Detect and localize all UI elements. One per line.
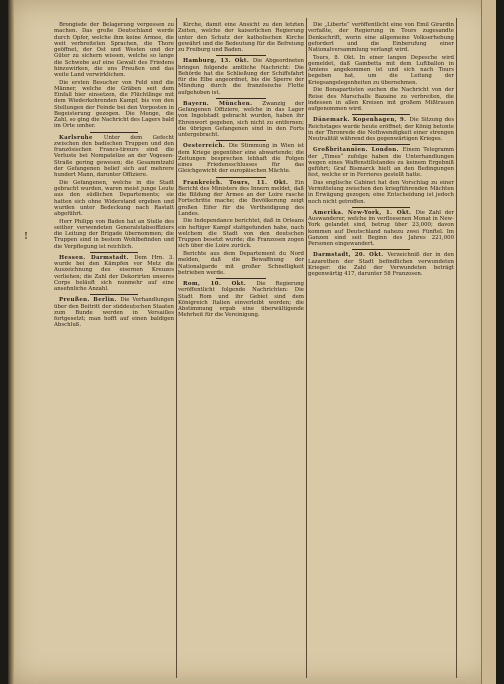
article-text: Zwanzig der Gefangenen Offiziere, welche in das Lager von Ingolstadt gebracht wurden, haben ihr Ehrenwort gegeben, sich nicht zu entfernen; die übrigen Gefangenen sind in den Forts untergebracht.: [178, 100, 304, 138]
article-dateline: Rom, 10. Okt.: [183, 281, 257, 288]
article-paragraph: [54, 219, 174, 250]
article-text: Ein Bericht des Ministers des Innern meldet, daß die Bildung der Armee an der Loire rasche Fortschritte mache; die Bevölkerung zeigt großen Eifer für die Vertheidigung des Landes.: [178, 179, 304, 217]
article-paragraph: [308, 22, 454, 53]
article-text: Unter dem Gefecht zwischen den badischen Truppen und den französischen Francs-tireurs sind die Verluste bei Nompatelize an der Vogesen-Straße gering gewesen; die Gesammtzahl der Gefangenen belief sich auf mehrere hundert Mann, darunter Offiziere.: [54, 134, 174, 179]
article-separator: [90, 252, 138, 253]
article-paragraph: [308, 180, 454, 205]
article-text: Die Verhandlungen über den Beitritt der süddeutschen Staaten zum Bunde werden in Versailles fortgesetzt; man hofft auf einen baldigen Abschluß.: [54, 297, 174, 329]
article-text: Einem Telegramm der „Times“ zufolge haben die Unterhandlungen wegen eines Waffenstillstandes zu keinem Ergebniß geführt; Graf Bismarck hielt an den Bedingungen fest, welche er in Ferrieres gestellt hatte.: [308, 147, 454, 179]
adjacent-page-edge: [481, 0, 496, 684]
article-separator: [90, 132, 138, 133]
article-text: Das englische Cabinet hat den Vorschlag zu einer Vermittelung zwischen den kriegführenden Mächten in Erwägung gezogen; eine Entscheidung ist jedoch noch nicht getroffen.: [308, 179, 454, 205]
newspaper-page: [8, 0, 496, 684]
article-separator: [216, 98, 266, 99]
article-paragraph: [178, 281, 304, 319]
article-paragraph: [178, 218, 304, 249]
article-text: Die ersten Besucher von Feld sind die Männer, welche die Gräben seit dem Einfall hier einsetzen, die Flüchtlinge mit dem Wiederkehrenden Kampf, bis von den Stellungen der Feinde bei den Vorposten in Begeisterung gezogen. Die Menge, die Zahl, so ging die Nachricht des Lagers bald im Orte umher.: [54, 79, 174, 130]
article-separator: [216, 278, 266, 279]
article-separator: [352, 207, 410, 208]
margin-pencil-mark: !: [24, 232, 28, 242]
column-1: [54, 22, 174, 678]
article-paragraph: [54, 22, 174, 78]
article-paragraph: [178, 58, 304, 96]
book-gutter: [8, 0, 14, 684]
article-separator: [216, 177, 266, 178]
column-rule: [176, 18, 177, 678]
article-paragraph: [178, 143, 304, 174]
article-dateline: Hamburg, 13. Okt.: [183, 58, 253, 65]
article-dateline: Hessen. Darmstadt.: [59, 254, 135, 261]
article-dateline: Darmstadt, 20. Okt.: [313, 252, 388, 259]
article-text: Berichte aus dem Departement du Nord melden, daß die Bewaffnung der Nationalgarde mit großer Schnelligkeit betrieben werde.: [178, 251, 304, 276]
article-text: Herr Philipp von Baden hat an Stelle des seither verwendeten Generalstabsoffiziers die Leitung der Brigade übernommen; die Truppen sind in bestem Wohlbefinden und die Verpflegung ist reichlich.: [54, 218, 174, 250]
column-rule: [306, 18, 307, 678]
article-paragraph: [308, 147, 454, 178]
article-dateline: Großbritannien. London.: [313, 147, 403, 154]
article-paragraph: [308, 55, 454, 86]
article-text: Die Stimmung in Wien ist dem Kriege gegenüber eine abwartende; die Zeitungen besprechen lebhaft die Folgen eines Friedensschlusses für das Gleichgewicht der europäischen Mächte.: [178, 143, 304, 175]
article-separator: [352, 144, 410, 145]
article-dateline: Oesterreich.: [183, 143, 229, 150]
article-paragraph: [178, 251, 304, 276]
column-2: [178, 22, 304, 678]
article-text: Die Bonapartisten suchen die Nachricht von der Reise des Marschalls Bazaine zu verbreiten, die indessen in allen Kreisen mit großem Mißtrauen aufgenommen wird.: [308, 87, 454, 113]
article-text: Die Independance berichtet, daß in Orleans ein heftiger Kampf stattgefunden habe, nach welchem die Stadt von den deutschen Truppen besetzt wurde; die Franzosen zogen sich über die Loire zurück.: [178, 218, 304, 250]
article-paragraph: [308, 117, 454, 142]
article-dateline: Karlsruhe: [59, 134, 104, 141]
article-paragraph: [178, 180, 304, 218]
article-paragraph: [308, 252, 454, 277]
article-text: Brongisde der Belagerung vergessen zu machen. Das große Deutschland werde durch Opfer, welche ihm keine Armee, die weit verbreiteten Sprachen, die Thore geöffnet, der Ost und Westen und der Güter zu sichern wissen, welche so lange die Schwebe auf eine Gewalt des Friedens hinzuwirken, die uns Preußen und das weite Land verwirklichen.: [54, 22, 174, 78]
article-text: Die „Liberte“ veröffentlicht eine von Emil Girardin verfaßte, der Regierung in Tours zugesandte Denkschrift, worin eine allgemeine Volkserhebung gefordert und die Einberufung einer Nationalversammlung verlangt wird.: [308, 22, 454, 53]
article-separator: [352, 114, 410, 115]
article-text: Die Regierung veröffentlicht folgende Nachrichten: Die Stadt Rom und ihr Gebiet sind dem Königreich Italien einverleibt worden; die Abstimmung ergab eine überwältigende Mehrheit für die Vereinigung.: [178, 281, 304, 319]
article-paragraph: [54, 255, 174, 293]
column-3: [308, 22, 454, 678]
article-text: Die Zahl der Auswanderer, welche im verflossenen Monat in New-York gelandet sind, betrug über 23,000; davon kommen auf Deutschland nahezu zwei Fünftel. Im Ganzen sind seit Beginn des Jahres 221,000 Personen eingewandert.: [308, 209, 454, 248]
article-separator: [216, 140, 266, 141]
article-text: Die Gefangenen, welche in die Stadt gebracht wurden, waren meist junge Leute aus den südlichen Departements; sie hatten sich ohne Widerstand ergeben und wurden unter Bedeckung nach Rastatt abgeführt.: [54, 179, 174, 218]
article-paragraph: [54, 180, 174, 218]
article-paragraph: [308, 210, 454, 248]
article-dateline: Amerika. New-York, 1. Okt.: [313, 209, 416, 216]
article-paragraph: [308, 87, 454, 112]
article-text: Dem Hrn. 3. wurde bei den Kämpfen vor Metz die Auszeichnung des eisernen Kreuzes verliehen; die Zahl der Dekorirten unseres Corps beläuft sich nunmehr auf eine ansehnliche Anzahl.: [54, 254, 174, 293]
article-dateline: Dänemark. Kopenhagen, 9.: [313, 117, 410, 124]
article-separator: [216, 55, 266, 56]
article-paragraph: [54, 80, 174, 130]
article-paragraph: [54, 135, 174, 179]
article-paragraph: [178, 101, 304, 139]
article-separator: [90, 294, 138, 295]
article-separator: [352, 249, 410, 250]
article-text: Die Abgeordneten bringen folgende amtliche Nachricht: Die Behörde hat die Schließung der Schiffsfahrt für die Elbe angeordnet, bis die Sperre der Mündung durch die französische Flotte aufgehoben ist.: [178, 58, 304, 96]
column-rule: [456, 18, 457, 678]
article-paragraph: [178, 22, 304, 53]
article-text: Die Sitzung des Reichstages wurde heute eröffnet; der König betonte in der Thronrede die Nothwendigkeit einer strengen Neutralität während des gegenwärtigen Krieges.: [308, 117, 454, 143]
article-dateline: Frankreich. Tours, 11. Okt.: [183, 179, 295, 186]
article-dateline: Preußen. Berlin.: [59, 297, 121, 304]
article-text: Verzeichniß der in den Lazarethen der Stadt befindlichen verwundeten Krieger: die Zahl der Verwundeten beträgt gegenwärtig 417, darunter 58 Franzosen.: [308, 252, 454, 278]
article-text: Kirche, damit eine Ansicht zu den letzten Zeiten, welche der kaiserlichen Regierung unter den Schutz der katholischen Kirche gewährt und die Bedeutung für die Befreiung zu Freiburg und Baden.: [178, 22, 304, 53]
article-paragraph: [54, 297, 174, 328]
article-dateline: Bayern. München.: [183, 100, 263, 107]
article-text: Tours, 8. Okt. In einer langen Depesche wird gemeldet, daß Gambetta mit dem Luftballon in Amiens angekommen ist und sich nach Tours begeben hat, um die Leitung der Kriegsangelegenheiten zu übernehmen.: [308, 54, 454, 86]
